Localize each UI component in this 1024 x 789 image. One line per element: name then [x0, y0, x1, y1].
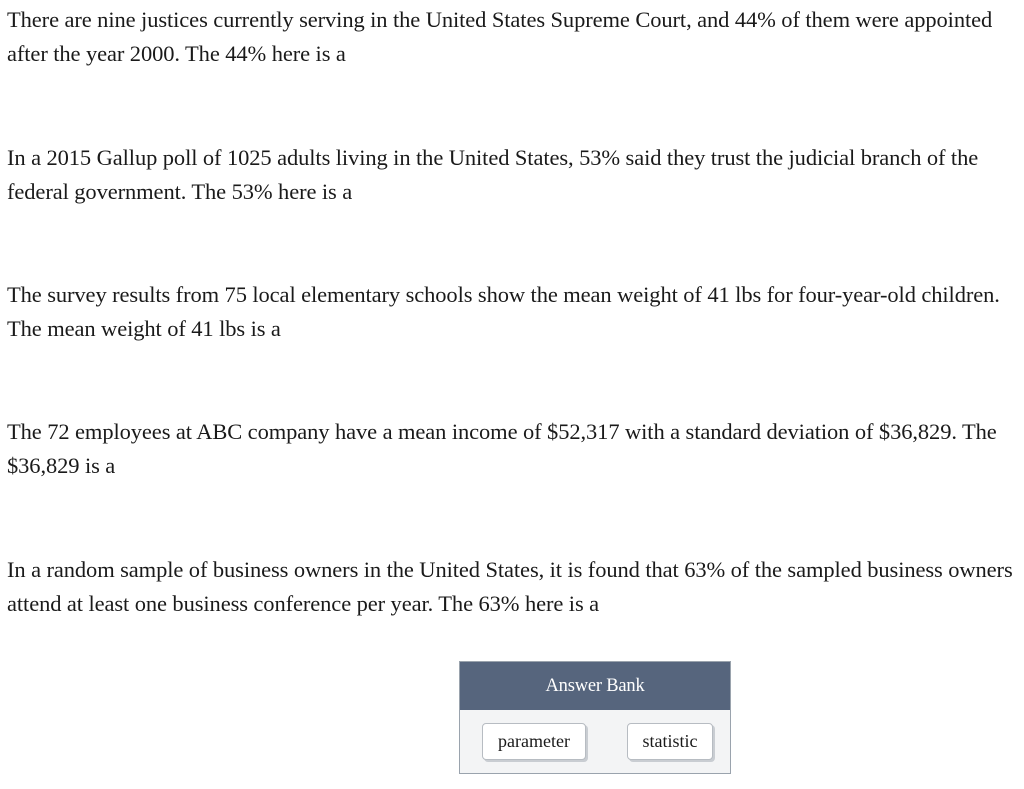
answer-bank-title: Answer Bank: [460, 662, 730, 710]
question-4-text: The 72 employees at ABC company have a mean income of $52,317 with a standard deviation of $36,829. The $36,829 is a: [7, 419, 997, 478]
question-2-text: In a 2015 Gallup poll of 1025 adults living in the United States, 53% said they trust the judicial branch of the federal government. The 53% here is a: [7, 145, 979, 204]
question-5-text: In a random sample of business owners in the United States, it is found that 63% of the sampled business owners attend at least one business conference per year. The 63% here is a: [7, 557, 1013, 616]
answer-chip-statistic[interactable]: statistic: [627, 723, 713, 760]
answer-bank-options: [460, 710, 730, 773]
answer-bank: [459, 661, 731, 774]
answer-chip-parameter[interactable]: parameter: [482, 723, 586, 760]
question-3-text: The survey results from 75 local elementary schools show the mean weight of 41 lbs for four-year-old children. The mean weight of 41 lbs is a: [7, 282, 1000, 341]
question-1-text: There are nine justices currently serving in the United States Supreme Court, and 44% of them were appointed after the year 2000. The 44% here is a: [7, 7, 993, 66]
